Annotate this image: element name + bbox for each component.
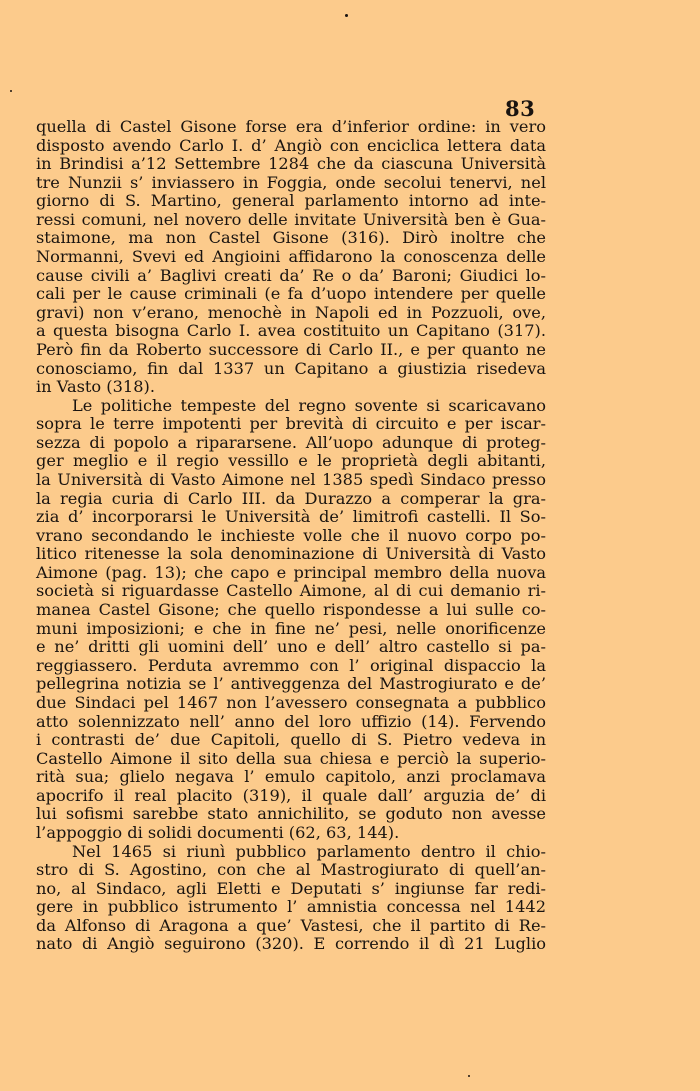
- text-line: stro di S. Agostino, con che al Mastrogiurato di quell’an-: [36, 860, 546, 880]
- text-line: rità sua; glielo negava l’ emulo capitolo, anzi proclamava: [36, 767, 546, 787]
- text-line: pellegrina notizia se l’ antiveggenza del Mastrogiurato e de’: [36, 674, 546, 694]
- text-line: e ne’ dritti gli uomini dell’ uno e dell’ altro castello si pa-: [36, 637, 546, 657]
- text-line: Però fin da Roberto successore di Carlo II., e per quanto ne: [36, 339, 546, 359]
- text-line: gere in pubblico istrumento l’ amnistia concessa nel 1442: [36, 897, 546, 917]
- text-line: Nel 1465 si riunì pubblico parlamento dentro il chio-: [72, 841, 546, 861]
- page-number: 83: [505, 96, 536, 121]
- text-line: no, al Sindaco, agli Eletti e Deputati s’ ingiunse far redi-: [36, 878, 546, 898]
- text-line: i contrasti de’ due Capitoli, quello di S. Pietro vedeva in: [36, 730, 546, 750]
- text-line: Aimone (pag. 13); che capo e principal membro della nuova: [36, 562, 546, 582]
- text-line: reggiassero. Perduta avremmo con l’ original dispaccio la: [36, 655, 546, 675]
- text-line: due Sindaci pel 1467 non l’avessero consegnata a pubblico: [36, 692, 546, 712]
- text-line: Normanni, Svevi ed Angioini affidarono la conoscenza delle: [36, 247, 546, 267]
- text-line: giorno di S. Martino, general parlamento intorno ad inte-: [36, 191, 546, 211]
- text-line: apocrifo il real placito (319), il quale dall’ arguzia de’ di: [36, 785, 546, 805]
- text-line: atto solennizzato nell’ anno del loro uffizio (14). Fervendo: [36, 711, 546, 731]
- text-line: l’appoggio di solidi documenti (62, 63, 144).: [36, 822, 400, 842]
- text-line: tre Nunzii s’ inviassero in Foggia, onde secolui tenervi, nel: [36, 172, 546, 192]
- text-line: vrano secondando le inchieste volle che il nuovo corpo po-: [36, 525, 546, 545]
- text-line: sopra le terre impotenti per brevità di circuito e per iscar-: [36, 414, 546, 434]
- text-line: ressi comuni, nel novero delle invitate Università ben è Gua-: [36, 209, 546, 229]
- text-line: in Brindisi a’12 Settembre 1284 che da ciascuna Università: [36, 154, 546, 174]
- text-line: in Vasto (318).: [36, 377, 155, 397]
- text-line: disposto avendo Carlo I. d’ Angiò con enciclica lettera data: [36, 135, 546, 155]
- text-line: cali per le cause criminali (e fa d’uopo intendere per quelle: [36, 284, 546, 304]
- paper-speck: [10, 90, 12, 92]
- text-line: staimone, ma non Castel Gisone (316). Dirò inoltre che: [36, 228, 546, 248]
- text-line: manea Castel Gisone; che quello rispondesse a lui sulle co-: [36, 600, 546, 620]
- text-line: quella di Castel Gisone forse era d’inferior ordine: in vero: [36, 117, 546, 136]
- text-line: Castello Aimone il sito della sua chiesa e perciò la superio-: [36, 748, 546, 768]
- paper-speck: [345, 14, 348, 17]
- text-line: sezza di popolo a ripararsene. All’uopo adunque di proteg-: [36, 432, 546, 452]
- text-line: lui sofismi sarebbe stato annichilito, se goduto non avesse: [36, 804, 546, 824]
- text-line: zia d’ incorporarsi le Università de’ limitrofi castelli. Il So-: [36, 507, 546, 527]
- text-line: la Università di Vasto Aimone nel 1385 spedì Sindaco presso: [36, 469, 546, 489]
- body-text: [36, 118, 546, 954]
- text-line: nato di Angiò seguirono (320). E correndo il dì 21 Luglio: [36, 934, 546, 954]
- paper-speck: [468, 1075, 470, 1077]
- text-line: ger meglio e il regio vessillo e le proprietà degli abitanti,: [36, 451, 546, 471]
- text-line: Le politiche tempeste del regno sovente si scaricavano: [72, 395, 546, 415]
- text-line: muni imposizioni; e che in fine ne’ pesi, nelle onorificenze: [36, 618, 546, 638]
- text-line: cause civili a’ Baglivi creati da’ Re o da’ Baroni; Giudici lo-: [36, 265, 546, 285]
- text-line: società si riguardasse Castello Aimone, al di cui demanio ri-: [36, 581, 546, 601]
- text-line: a questa bisogna Carlo I. avea costituito un Capitano (317).: [36, 321, 546, 341]
- text-line: da Alfonso di Aragona a que’ Vastesi, che il partito di Re-: [36, 915, 546, 935]
- text-line: conosciamo, fin dal 1337 un Capitano a giustizia risedeva: [36, 358, 546, 378]
- text-line: gravi) non v’erano, menochè in Napoli ed in Pozzuoli, ove,: [36, 302, 546, 322]
- text-line: litico ritenesse la sola denominazione di Università di Vasto: [36, 544, 546, 564]
- text-line: la regia curia di Carlo III. da Durazzo a comperar la gra-: [36, 488, 546, 508]
